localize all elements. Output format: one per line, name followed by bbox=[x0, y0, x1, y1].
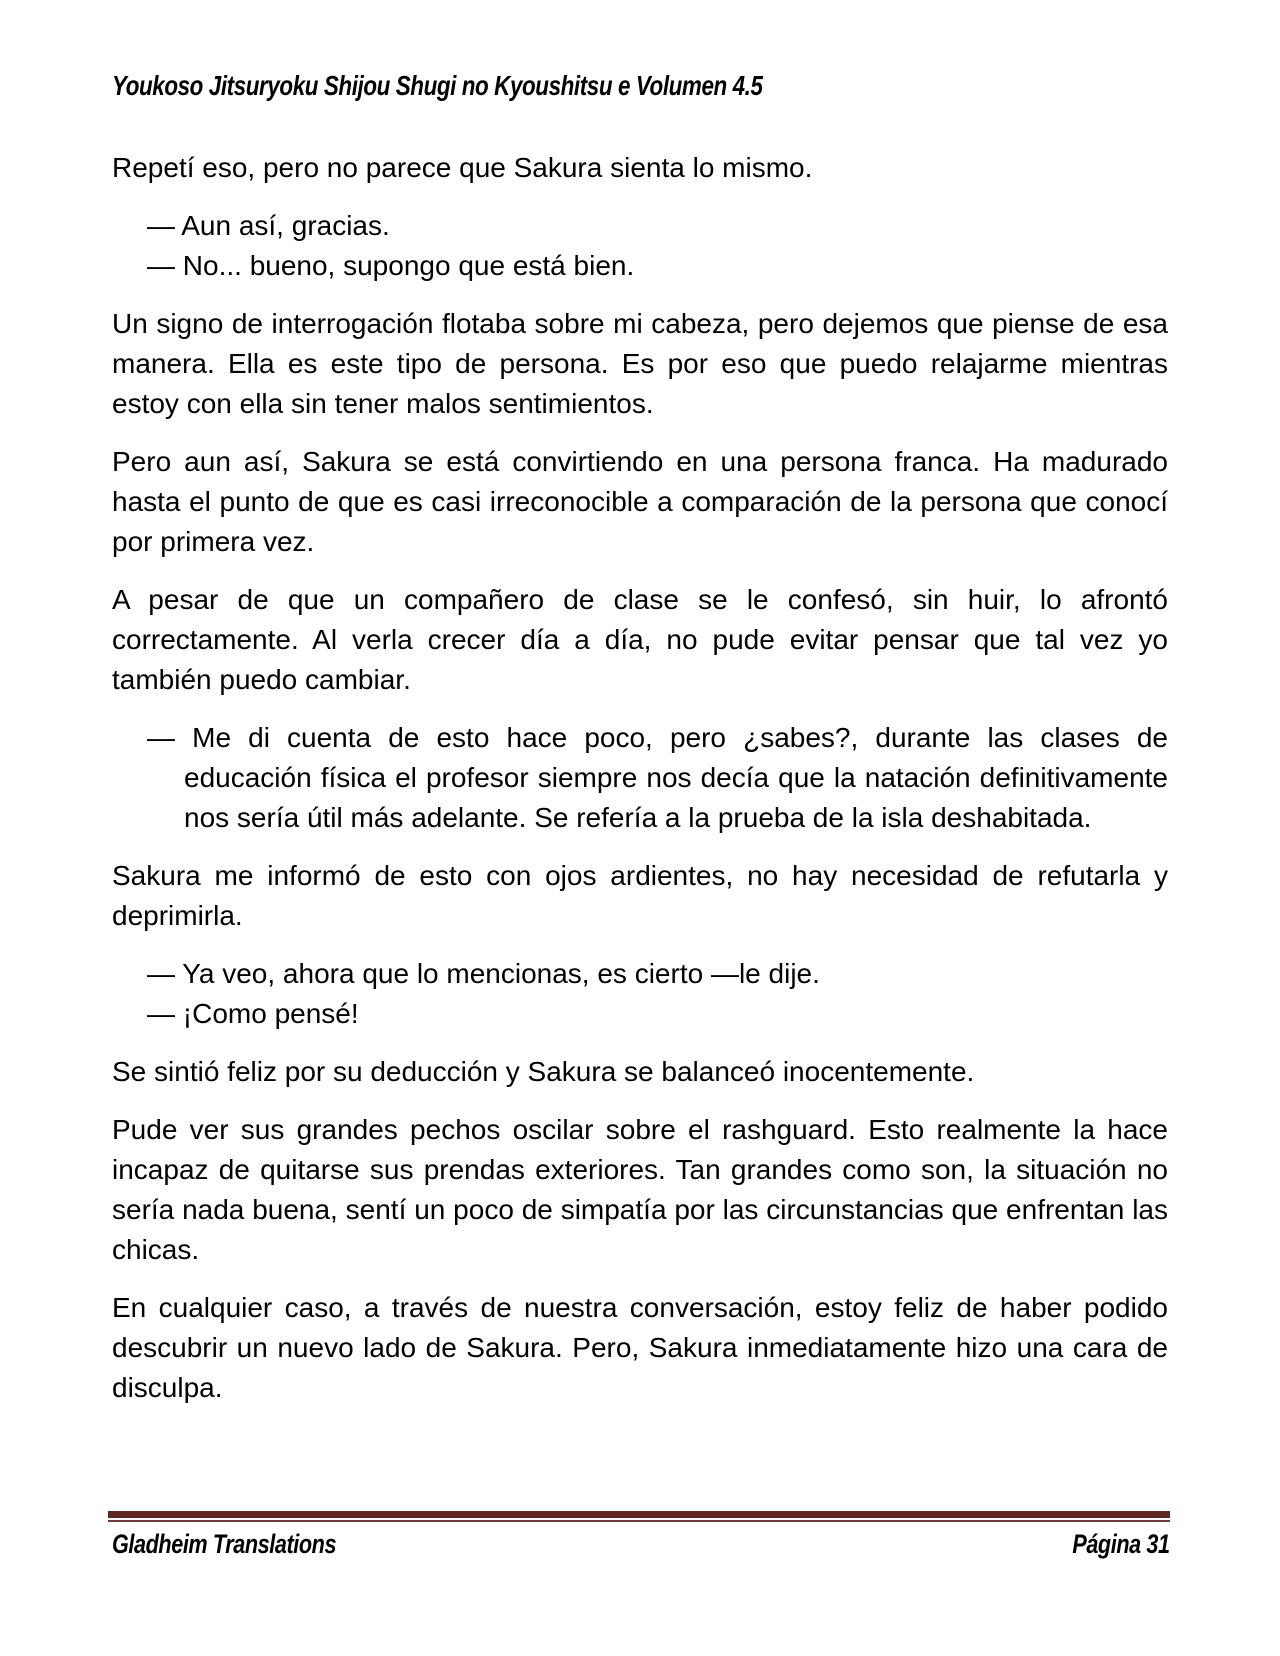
footer-divider bbox=[108, 1511, 1170, 1522]
paragraph: Repetí eso, pero no parece que Sakura sienta lo mismo. bbox=[112, 152, 813, 183]
translator-credit: Gladheim Translations bbox=[112, 1529, 337, 1559]
dialogue-line: — Aun así, gracias. bbox=[147, 210, 390, 241]
header-title: Youkoso Jitsuryoku Shijou Shugi no Kyoushitsu e Volumen 4.5 bbox=[112, 70, 763, 101]
page-header bbox=[112, 70, 1168, 102]
paragraph: Un signo de interrogación flotaba sobre mi cabeza, pero dejemos que piense de esa manera. Ella es este tipo de persona. Es por eso que puedo relajarme mientras estoy con ella sin tener malos sentimientos. bbox=[112, 308, 1168, 419]
paragraph: Se sintió feliz por su deducción y Sakura se balanceó inocentemente. bbox=[112, 1056, 975, 1087]
page-footer bbox=[112, 1529, 1170, 1560]
dialogue-paragraph: — Me di cuenta de esto hace poco, pero ¿sabes?, durante las clases de educación física el profesor siempre nos decía que la natación definitivamente nos sería útil más adelante. Se refería a la prueba de la isla deshabitada. bbox=[147, 722, 1168, 833]
dialogue-line: — ¡Como pensé! bbox=[147, 998, 359, 1029]
footer-divider-thin-line bbox=[108, 1520, 1170, 1522]
dialogue-line: — Ya veo, ahora que lo mencionas, es cierto —le dije. bbox=[147, 958, 820, 989]
paragraph: En cualquier caso, a través de nuestra conversación, estoy feliz de haber podido descubrir un nuevo lado de Sakura. Pero, Sakura inmediatamente hizo una cara de disculpa. bbox=[112, 1292, 1168, 1403]
paragraph: Sakura me informó de esto con ojos ardientes, no hay necesidad de refutarla y deprimirla. bbox=[112, 860, 1168, 931]
paragraph: Pero aun así, Sakura se está convirtiendo en una persona franca. Ha madurado hasta el punto de que es casi irreconocible a comparación de la persona que conocí por primera vez. bbox=[112, 446, 1168, 557]
page-number: Página 31 bbox=[1072, 1529, 1170, 1559]
dialogue-line: — No... bueno, supongo que está bien. bbox=[147, 250, 635, 281]
footer-divider-thick-line bbox=[108, 1511, 1170, 1518]
paragraph: Pude ver sus grandes pechos oscilar sobre el rashguard. Esto realmente la hace incapaz de quitarse sus prendas exteriores. Tan grandes como son, la situación no sería nada buena, sentí un poco de simpatía por las circunstancias que enfrentan las chicas. bbox=[112, 1114, 1168, 1265]
page-body bbox=[112, 148, 1168, 1426]
paragraph: A pesar de que un compañero de clase se le confesó, sin huir, lo afrontó correctamente. Al verla crecer día a día, no pude evitar pensar que tal vez yo también puedo cambiar. bbox=[112, 584, 1168, 695]
